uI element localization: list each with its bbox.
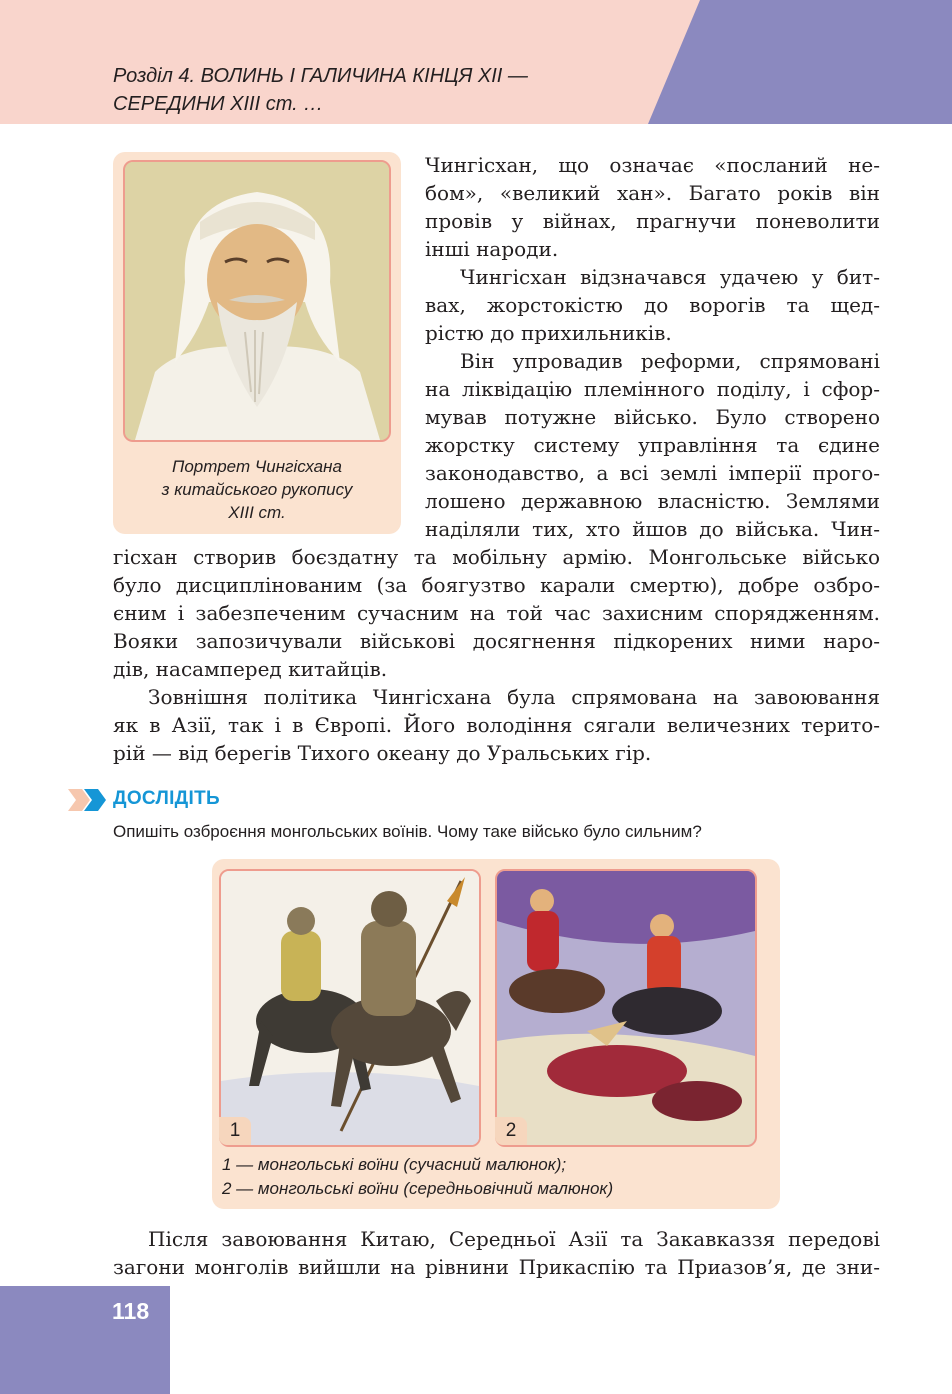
body-text-line: Зовнішня політика Чингісхана була спрямована на завоювання (148, 685, 880, 709)
research-question: Опишіть озброєння монгольських воїнів. Чому таке військо було сильним? (113, 822, 702, 841)
chapter-title-line-1: Розділ 4. ВОЛИНЬ І ГАЛИЧИНА КІНЦЯ XII — (113, 65, 528, 87)
modern-warriors-illustration (221, 871, 479, 1145)
body-text-line: на ліквідацію племінного поділу, і сфор- (425, 377, 880, 401)
body-text-line: загони монголів вийшли на рівнини Прикаспію та Приазов’я, де зни- (113, 1255, 880, 1279)
medieval-warriors-illustration (497, 871, 755, 1145)
body-text-line: бом», «великий хан». Багато років він (425, 181, 880, 205)
warriors-figure-caption (222, 1153, 613, 1201)
chapter-title-line-2: СЕРЕДИНИ XIII ст. … (113, 93, 324, 115)
modern-warriors-image (219, 869, 481, 1147)
body-text-line: вах, жорстокістю до ворогів та щед- (425, 293, 880, 317)
portrait-caption (113, 455, 401, 524)
body-text-line: законодавство, а всі землі імперії прого- (425, 461, 880, 485)
warriors-figure (212, 859, 780, 1209)
body-text-line: Вояки запозичували військові досягнення підкорених ними наро- (113, 629, 880, 653)
body-text-line: було дисциплінованим (за боягузтво карали смертю), добре озбро- (113, 573, 880, 597)
body-text-line: інші народи. (425, 237, 559, 261)
medieval-warriors-image (495, 869, 757, 1147)
body-text-line: рістю до прихильників. (425, 321, 672, 345)
body-text-line: дів, насамперед китайців. (113, 657, 388, 681)
body-text-line: мував потужне військо. Було створено (425, 405, 880, 429)
body-text-line: як в Азії, так і в Європі. Його володіння сягали величезних терито- (113, 713, 880, 737)
research-heading: ДОСЛІДІТЬ (113, 788, 220, 809)
body-text-line: гісхан створив боєздатну та мобільну армію. Монгольське військо (113, 545, 880, 569)
portrait-figure (113, 152, 401, 534)
body-text-line: єним і забезпеченим сучасним на той час захисним спорядженням. (113, 601, 880, 625)
body-text-line: Чингісхан, що означає «посланий не- (425, 153, 880, 177)
chapter-title (113, 62, 673, 118)
page-number: 118 (112, 1298, 150, 1324)
figure-label-1: 1 (219, 1117, 251, 1145)
portrait-caption-line: XIII ст. (228, 503, 286, 522)
body-text-line: лошено державною власністю. Землями (425, 489, 880, 513)
portrait-caption-line: Портрет Чингісхана (172, 457, 342, 476)
figure-caption-line: 1 — монгольські воїни (сучасний малюнок); (222, 1155, 567, 1174)
body-text-line: Після завоювання Китаю, Середньої Азії та Закавказзя передові (148, 1227, 880, 1251)
portrait-illustration (125, 162, 389, 440)
body-text-line: Він упровадив реформи, спрямовані (460, 349, 880, 373)
figure-caption-line: 2 — монгольські воїни (середньовічний малюнок) (222, 1179, 614, 1198)
body-text-line: рій — від берегів Тихого океану до Уральських гір. (113, 741, 652, 765)
body-text-line: жорстку систему управління та єдине (425, 433, 880, 457)
body-text-line: провів у війнах, прагнучи поневолити (425, 209, 880, 233)
figure-label-2: 2 (495, 1117, 527, 1145)
body-text-line: Чингісхан відзначався удачею у бит- (460, 265, 880, 289)
chevron-right-icon (68, 789, 108, 811)
genghis-khan-portrait-image (123, 160, 391, 442)
portrait-caption-line: з китайського рукопису (161, 480, 353, 499)
body-text-line: наділяли тих, хто йшов до війська. Чин- (425, 517, 880, 541)
